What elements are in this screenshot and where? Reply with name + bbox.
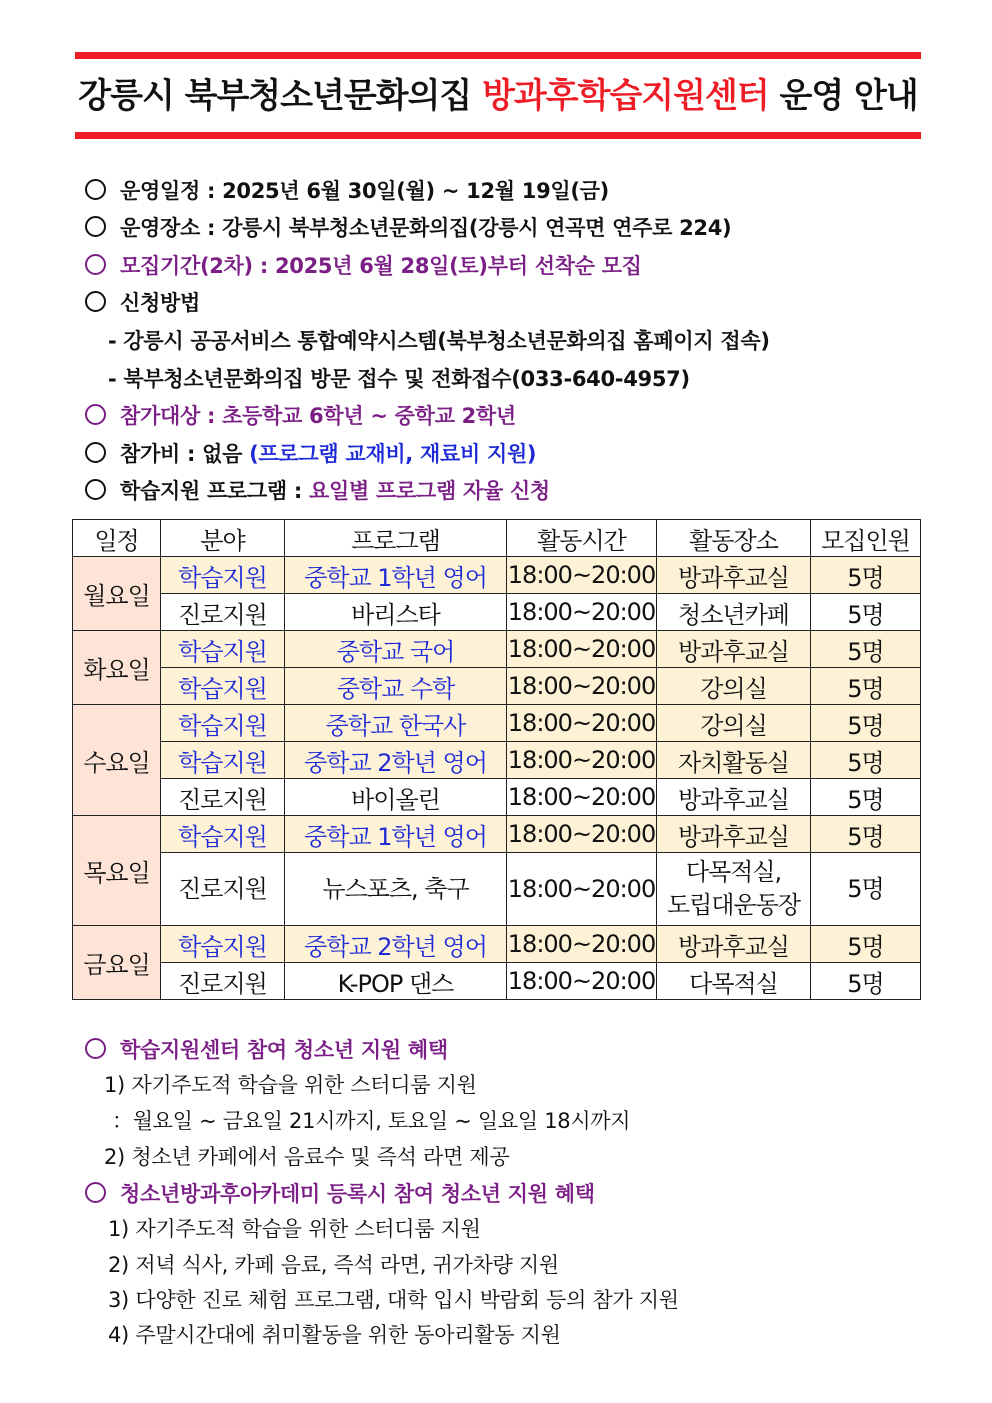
place-cell: 강의실	[657, 705, 811, 742]
place-cell: 청소년카페	[657, 594, 811, 631]
page-title	[75, 66, 921, 126]
time-cell: 18:00~20:00	[507, 926, 657, 963]
table-row	[73, 594, 921, 631]
field-cell: 학습지원	[161, 742, 285, 779]
count-cell: 5명	[811, 668, 921, 705]
info-recruit: 모집기간(2차) : 2025년 6월 28일(토)부터 선착순 모집	[85, 253, 642, 279]
schedule-table	[72, 519, 921, 1000]
program-cell: K-POP 댄스	[285, 963, 507, 1000]
table-row	[73, 816, 921, 853]
program-cell: 중학교 2학년 영어	[285, 742, 507, 779]
apply-item-1: - 강릉시 공공서비스 통합예약시스템(북부청소년문화의집 홈페이지 접속)	[108, 329, 770, 353]
center-heading-text: 학습지원센터 참여 청소년 지원 혜택	[120, 1038, 448, 1062]
day-cell-tue: 화요일	[73, 631, 161, 705]
field-cell: 학습지원	[161, 816, 285, 853]
place-line-1: 다목적실,	[685, 858, 782, 886]
recruit-label: 모집기간(2차)	[120, 254, 253, 278]
field-cell: 진로지원	[161, 853, 285, 926]
place-cell: 방과후교실	[657, 631, 811, 668]
place-cell	[657, 853, 811, 926]
title-top-rule	[75, 52, 921, 59]
table-row	[73, 668, 921, 705]
count-cell: 5명	[811, 631, 921, 668]
benefits-center-heading	[85, 1037, 448, 1063]
header-cell: 활동시간	[507, 520, 657, 557]
recruit-value: 2025년 6월 28일(토)부터 선착순 모집	[274, 254, 642, 278]
table-header-row	[73, 520, 921, 557]
center-benefit-1: 1) 자기주도적 학습을 위한 스터디룸 지원	[104, 1073, 477, 1097]
center-benefit-1-detail: ：월요일 ~ 금요일 21시까지, 토요일 ~ 일요일 18시까지	[112, 1109, 631, 1133]
place-cell: 방과후교실	[657, 779, 811, 816]
circle-bullet-icon	[85, 1182, 106, 1203]
info-target: 참가대상 : 초등학교 6학년 ~ 중학교 2학년	[85, 403, 516, 429]
place-value: 강릉시 북부청소년문화의집(강릉시 연곡면 연주로 224)	[222, 216, 732, 240]
place-cell: 자치활동실	[657, 742, 811, 779]
header-cell: 분야	[161, 520, 285, 557]
count-cell: 5명	[811, 594, 921, 631]
time-cell: 18:00~20:00	[507, 742, 657, 779]
place-cell: 다목적실	[657, 963, 811, 1000]
count-cell: 5명	[811, 705, 921, 742]
table-row	[73, 557, 921, 594]
count-cell: 5명	[811, 779, 921, 816]
header-cell: 일정	[73, 520, 161, 557]
schedule-value: 2025년 6월 30일(월) ~ 12월 19일(금)	[222, 179, 609, 203]
circle-bullet-icon	[85, 216, 106, 237]
table-row	[73, 853, 921, 926]
academy-benefit-1: 1) 자기주도적 학습을 위한 스터디룸 지원	[108, 1217, 481, 1241]
apply-item-2: - 북부청소년문화의집 방문 접수 및 전화접수(033-640-4957)	[108, 367, 690, 391]
circle-bullet-icon	[85, 442, 106, 463]
program-cell: 중학교 수학	[285, 668, 507, 705]
day-cell-thu: 목요일	[73, 816, 161, 926]
field-cell: 학습지원	[161, 557, 285, 594]
header-cell: 프로그램	[285, 520, 507, 557]
place-cell: 방과후교실	[657, 816, 811, 853]
place-cell: 방과후교실	[657, 557, 811, 594]
program-cell: 중학교 1학년 영어	[285, 816, 507, 853]
program-label: 학습지원 프로그램	[120, 479, 287, 503]
apply-label: 신청방법	[120, 291, 200, 315]
time-cell: 18:00~20:00	[507, 705, 657, 742]
title-part-3: 운영 안내	[779, 76, 918, 116]
field-cell: 학습지원	[161, 705, 285, 742]
time-cell: 18:00~20:00	[507, 853, 657, 926]
info-apply	[85, 290, 200, 316]
table-row	[73, 705, 921, 742]
count-cell: 5명	[811, 816, 921, 853]
program-cell: 바리스타	[285, 594, 507, 631]
field-cell: 진로지원	[161, 779, 285, 816]
place-cell: 강의실	[657, 668, 811, 705]
count-cell: 5명	[811, 926, 921, 963]
fee-value: 없음	[202, 442, 243, 466]
table-row	[73, 631, 921, 668]
time-cell: 18:00~20:00	[507, 816, 657, 853]
target-label: 참가대상	[120, 404, 200, 428]
time-cell: 18:00~20:00	[507, 557, 657, 594]
info-place: 운영장소 : 강릉시 북부청소년문화의집(강릉시 연곡면 연주로 224)	[85, 215, 731, 241]
header-cell: 모집인원	[811, 520, 921, 557]
target-value: 초등학교 6학년 ~ 중학교 2학년	[222, 404, 516, 428]
field-cell: 학습지원	[161, 668, 285, 705]
program-cell: 중학교 한국사	[285, 705, 507, 742]
academy-benefit-3: 3) 다양한 진로 체험 프로그램, 대학 입시 박람회 등의 참가 지원	[108, 1288, 679, 1312]
place-label: 운영장소	[120, 216, 200, 240]
place-cell: 방과후교실	[657, 926, 811, 963]
title-part-2-highlight: 방과후학습지원센터	[482, 76, 769, 116]
benefits-academy-heading	[85, 1181, 595, 1207]
place-line-2: 도립대운동장	[666, 891, 801, 919]
program-cell: 중학교 1학년 영어	[285, 557, 507, 594]
day-cell-mon: 월요일	[73, 557, 161, 631]
circle-bullet-icon	[85, 291, 106, 312]
field-cell: 진로지원	[161, 594, 285, 631]
time-cell: 18:00~20:00	[507, 668, 657, 705]
academy-benefit-4: 4) 주말시간대에 취미활동을 위한 동아리활동 지원	[108, 1323, 561, 1347]
circle-bullet-icon	[85, 1038, 106, 1059]
program-value: 요일별 프로그램 자율 신청	[309, 479, 550, 503]
circle-bullet-icon	[85, 179, 106, 200]
table-row	[73, 742, 921, 779]
academy-heading-text: 청소년방과후아카데미 등록시 참여 청소년 지원 혜택	[120, 1182, 595, 1206]
table-row	[73, 926, 921, 963]
academy-benefit-2: 2) 저녁 식사, 카페 음료, 즉석 라면, 귀가차량 지원	[108, 1253, 559, 1277]
program-cell: 뉴스포츠, 축구	[285, 853, 507, 926]
field-cell: 학습지원	[161, 631, 285, 668]
count-cell: 5명	[811, 963, 921, 1000]
time-cell: 18:00~20:00	[507, 594, 657, 631]
title-part-1: 강릉시 북부청소년문화의집	[78, 76, 472, 116]
circle-bullet-icon	[85, 479, 106, 500]
center-benefit-2: 2) 청소년 카페에서 음료수 및 즉석 라면 제공	[104, 1145, 510, 1169]
circle-bullet-icon	[85, 404, 106, 425]
fee-label: 참가비	[120, 442, 180, 466]
table-row	[73, 779, 921, 816]
time-cell: 18:00~20:00	[507, 963, 657, 1000]
schedule-label: 운영일정	[120, 179, 200, 203]
header-cell: 활동장소	[657, 520, 811, 557]
count-cell: 5명	[811, 853, 921, 926]
day-cell-fri: 금요일	[73, 926, 161, 1000]
field-cell: 학습지원	[161, 926, 285, 963]
program-cell: 중학교 2학년 영어	[285, 926, 507, 963]
day-cell-wed: 수요일	[73, 705, 161, 816]
program-cell: 중학교 국어	[285, 631, 507, 668]
info-fee: 참가비 : 없음 (프로그램 교재비, 재료비 지원)	[85, 441, 536, 467]
count-cell: 5명	[811, 557, 921, 594]
time-cell: 18:00~20:00	[507, 779, 657, 816]
info-program: 학습지원 프로그램 : 요일별 프로그램 자율 신청	[85, 478, 550, 504]
program-cell: 바이올린	[285, 779, 507, 816]
count-cell: 5명	[811, 742, 921, 779]
field-cell: 진로지원	[161, 963, 285, 1000]
fee-note: (프로그램 교재비, 재료비 지원)	[249, 442, 537, 466]
circle-bullet-icon	[85, 254, 106, 275]
title-bottom-rule	[75, 132, 921, 139]
table-row	[73, 963, 921, 1000]
info-schedule: 운영일정 : 2025년 6월 30일(월) ~ 12월 19일(금)	[85, 178, 609, 204]
time-cell: 18:00~20:00	[507, 631, 657, 668]
